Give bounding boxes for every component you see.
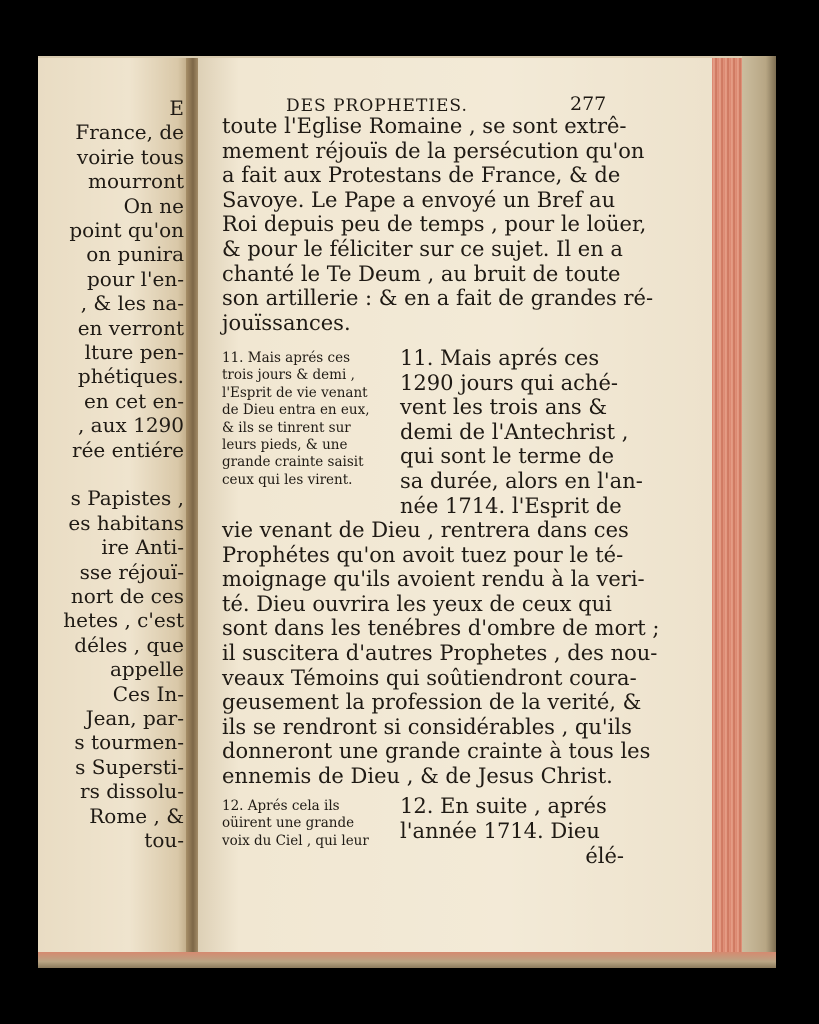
body-line: née 1714. l'Esprit de	[400, 493, 622, 518]
left-page-line: , aux 1290	[77, 413, 184, 438]
running-head: DES PROPHETIES.	[286, 96, 468, 116]
marginal-note-line: oüirent une grande	[222, 815, 355, 832]
left-page-line: , & les na-	[80, 291, 184, 316]
body-line: moignage qu'ils avoient rendu à la veri-	[222, 567, 645, 592]
marginal-note-line: trois jours & demi ,	[222, 367, 355, 384]
body-line: veaux Témoins qui soûtiendront coura-	[222, 665, 637, 690]
body-line: 1290 jours qui aché-	[400, 370, 618, 395]
left-page-line: s Papistes ,	[70, 486, 184, 511]
marginal-note-line: leurs pieds, & une	[222, 437, 348, 453]
body-line: 12. En suite , aprés	[400, 794, 607, 818]
marginal-note-line: de Dieu entra en eux,	[222, 402, 370, 419]
body-line: Prophétes qu'on avoit tuez pour le té-	[222, 542, 624, 567]
body-line: il suscitera d'autres Prophetes , des nou-	[222, 641, 658, 665]
body-line: l'année 1714. Dieu	[400, 818, 600, 843]
left-page-line: tou-	[144, 828, 184, 852]
left-page-line: en cet en-	[84, 388, 184, 413]
body-line: & pour le féliciter sur ce sujet. Il en a	[222, 237, 623, 261]
fore-edge	[712, 58, 742, 958]
left-page-line: déles , que	[74, 632, 184, 657]
left-page-line: s tourmen-	[74, 730, 184, 755]
body-line: son artillerie : & en a fait de grandes ré-	[222, 286, 654, 311]
left-page-line: On ne	[123, 193, 184, 218]
left-page-line: point qu'on	[69, 218, 184, 242]
left-page-line: voirie tous	[76, 144, 184, 169]
left-page-line: es habitans	[68, 510, 184, 535]
left-page-line: E	[169, 96, 184, 120]
body-line: a fait aux Protestans de France, & de	[222, 163, 621, 188]
body-line: ennemis de Dieu , & de Jesus Christ.	[222, 764, 613, 788]
left-page-line: lture pen-	[84, 340, 184, 364]
body-line: geusement la profession de la verité, &	[222, 690, 642, 715]
left-page-line: rée entiére	[72, 437, 184, 462]
left-page-line: ire Anti-	[101, 535, 184, 560]
left-page-line: mourront	[88, 169, 184, 194]
body-line: mement réjouïs de la persécution qu'on	[222, 138, 645, 163]
marginal-note-line: grande crainte saisit	[222, 454, 364, 471]
page-number: 277	[570, 93, 607, 115]
body-line: Roi depuis peu de temps , pour le loüer,	[222, 212, 647, 237]
body-line: donneront une grande crainte à tous les	[222, 739, 651, 764]
body-line: qui sont le terme de	[400, 444, 615, 469]
bottom-edge	[38, 952, 776, 968]
body-line: chanté le Te Deum , au bruit de toute	[222, 261, 621, 286]
cover-edge	[742, 56, 776, 968]
right-page	[198, 58, 712, 952]
marginal-note-line: ceux qui les virent.	[222, 471, 353, 488]
body-line: vent les trois ans &	[400, 395, 608, 420]
body-line: ils se rendront si considérables , qu'ils	[222, 714, 632, 739]
body-line: Savoye. Le Pape a envoyé un Bref au	[222, 187, 616, 212]
marginal-note-line: l'Esprit de vie venant	[222, 384, 368, 401]
left-page-line: Ces In-	[112, 681, 184, 706]
left-page-line: pour l'en-	[86, 266, 184, 291]
body-line: jouïssances.	[222, 310, 351, 335]
marginal-note-line: voix du Ciel , qui leur	[222, 832, 369, 849]
left-page-line: Rome , &	[89, 803, 184, 828]
catchword: élé-	[585, 844, 624, 868]
marginal-note-line: & ils se tinrent sur	[222, 419, 351, 436]
body-line: 11. Mais aprés ces	[400, 346, 600, 370]
body-line: demi de l'Antechrist ,	[400, 419, 629, 444]
left-page-line: Jean, par-	[85, 706, 184, 730]
left-page-line: phétiques.	[77, 364, 184, 389]
left-page-line: appelle	[110, 657, 184, 682]
left-page-line: rs dissolu-	[80, 779, 184, 804]
body-line: té. Dieu ouvrira les yeux de ceux qui	[222, 591, 612, 616]
left-page-line: on punira	[86, 242, 184, 267]
left-page-line: nort de ces	[70, 584, 184, 608]
left-page-line: s Supersti-	[75, 754, 184, 779]
body-line: sa durée, alors en l'an-	[400, 469, 643, 493]
left-page-line: en verront	[77, 315, 184, 340]
left-page	[38, 58, 190, 956]
left-page-line: France, de	[75, 120, 184, 145]
body-line: vie venant de Dieu , rentrera dans ces	[222, 518, 629, 542]
body-line: toute l'Eglise Romaine , se sont extrê-	[222, 114, 627, 138]
left-page-line: sse réjouï-	[79, 559, 184, 584]
marginal-note-line: 12. Aprés cela ils	[222, 798, 340, 814]
body-line: sont dans les tenébres d'ombre de mort ;	[222, 616, 660, 641]
left-page-line: hetes , c'est	[63, 608, 184, 633]
marginal-note-line: 11. Mais aprés ces	[222, 350, 350, 366]
